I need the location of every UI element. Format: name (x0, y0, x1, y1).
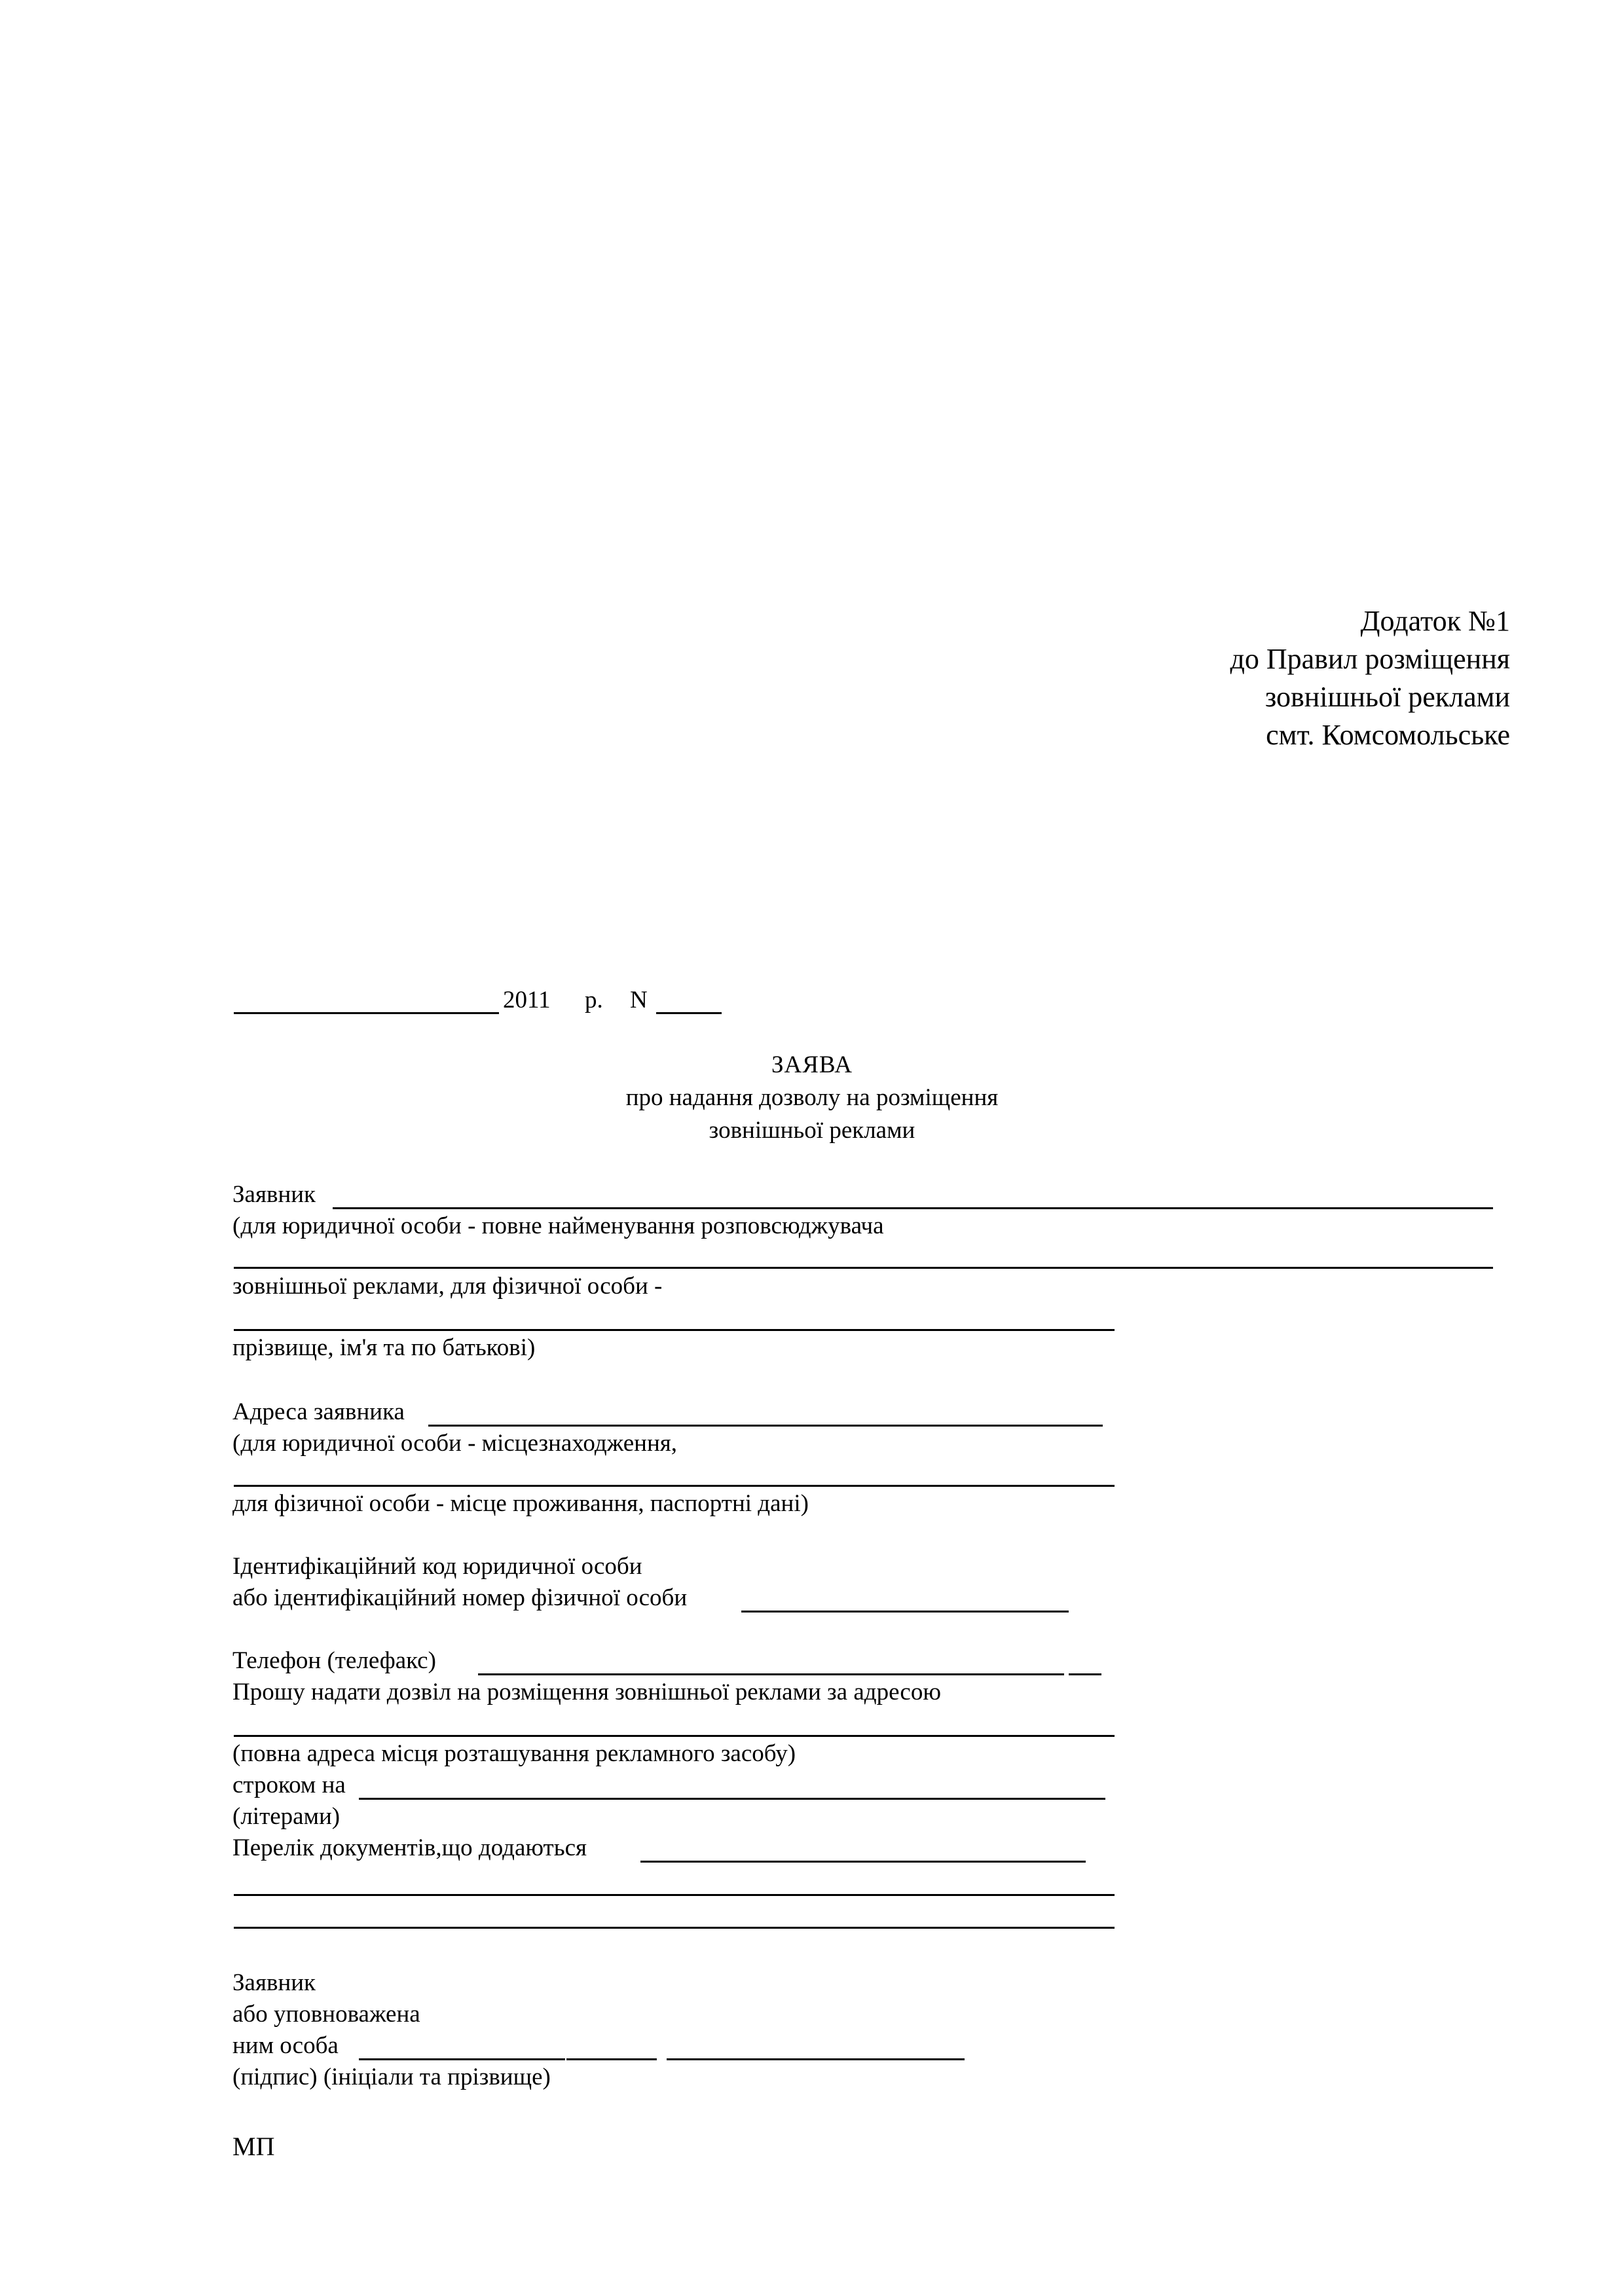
applicant-name-field[interactable] (234, 1267, 1493, 1269)
outdoor-ads-individual-note: зовнішньої реклами, для фізичної особи - (232, 1273, 663, 1300)
documents-field-line-3[interactable] (234, 1927, 1115, 1929)
address-label: Адреса заявника (232, 1398, 405, 1425)
id-number-label: або ідентифікаційний номер фізичної особи (232, 1584, 688, 1611)
header-annex-number: Додаток №1 (1360, 605, 1510, 637)
title-main: ЗАЯВА (771, 1051, 853, 1078)
date-year: 2011 (503, 987, 551, 1013)
legal-entity-note: (для юридичної особи - повне найменування розповсюджувача (232, 1212, 884, 1239)
documents-field-line-2[interactable] (234, 1894, 1115, 1896)
signature-field[interactable] (359, 2058, 565, 2060)
header-rules-subject: зовнішньої реклами (1264, 681, 1510, 713)
applicant-label: Заявник (232, 1181, 316, 1208)
phone-label: Телефон (телефакс) (232, 1647, 436, 1674)
date-r-label: р. (585, 987, 603, 1013)
phone-field[interactable] (478, 1673, 1064, 1675)
term-field[interactable] (359, 1798, 1105, 1800)
document-title (0, 1049, 1624, 1147)
address-individual-note: для фізичної особи - місце проживання, паспортні дані) (232, 1490, 809, 1517)
signatory-line-2: або уповноважена (232, 2001, 420, 2028)
header-locality: смт. Комсомольське (1266, 719, 1510, 751)
placement-address-field[interactable] (234, 1735, 1115, 1737)
header-rules-title: до Правил розміщення (1230, 643, 1510, 675)
id-code-label: Ідентифікаційний код юридичної особи (232, 1553, 642, 1580)
title-sub-2: зовнішньої реклами (709, 1117, 915, 1144)
signature-note: (підпис) (ініціали та прізвище) (232, 2064, 551, 2090)
name-note: прізвище, ім'я та по батькові) (232, 1334, 536, 1361)
applicant-field[interactable] (333, 1207, 1493, 1209)
individual-name-field[interactable] (234, 1329, 1115, 1331)
address-field-continued[interactable] (234, 1485, 1115, 1487)
request-text: Прошу надати дозвіл на розміщення зовнішньої реклами за адресою (232, 1679, 941, 1705)
address-field[interactable] (428, 1425, 1103, 1427)
stamp-label: МП (232, 2132, 275, 2161)
surname-field[interactable] (667, 2058, 965, 2060)
document-header (1230, 602, 1510, 754)
phone-field-tail[interactable] (1069, 1673, 1101, 1675)
document-number-blank[interactable] (656, 1012, 722, 1014)
id-number-field[interactable] (741, 1611, 1069, 1613)
address-legal-note: (для юридичної особи - місцезнаходження, (232, 1430, 678, 1457)
in-words-note: (літерами) (232, 1803, 341, 1830)
title-sub-1: про надання дозволу на розміщення (625, 1084, 999, 1111)
full-address-note: (повна адреса місця розташування рекламного засобу) (232, 1740, 796, 1767)
date-blank[interactable] (234, 1012, 499, 1014)
document-number-label: N (630, 987, 648, 1013)
documents-label: Перелік документів,що додаються (232, 1834, 587, 1861)
term-label: строком на (232, 1772, 346, 1798)
signatory-line-1: Заявник (232, 1969, 316, 1996)
initials-field[interactable] (566, 2058, 657, 2060)
signatory-line-3: ним особа (232, 2032, 339, 2059)
documents-field[interactable] (640, 1861, 1086, 1863)
